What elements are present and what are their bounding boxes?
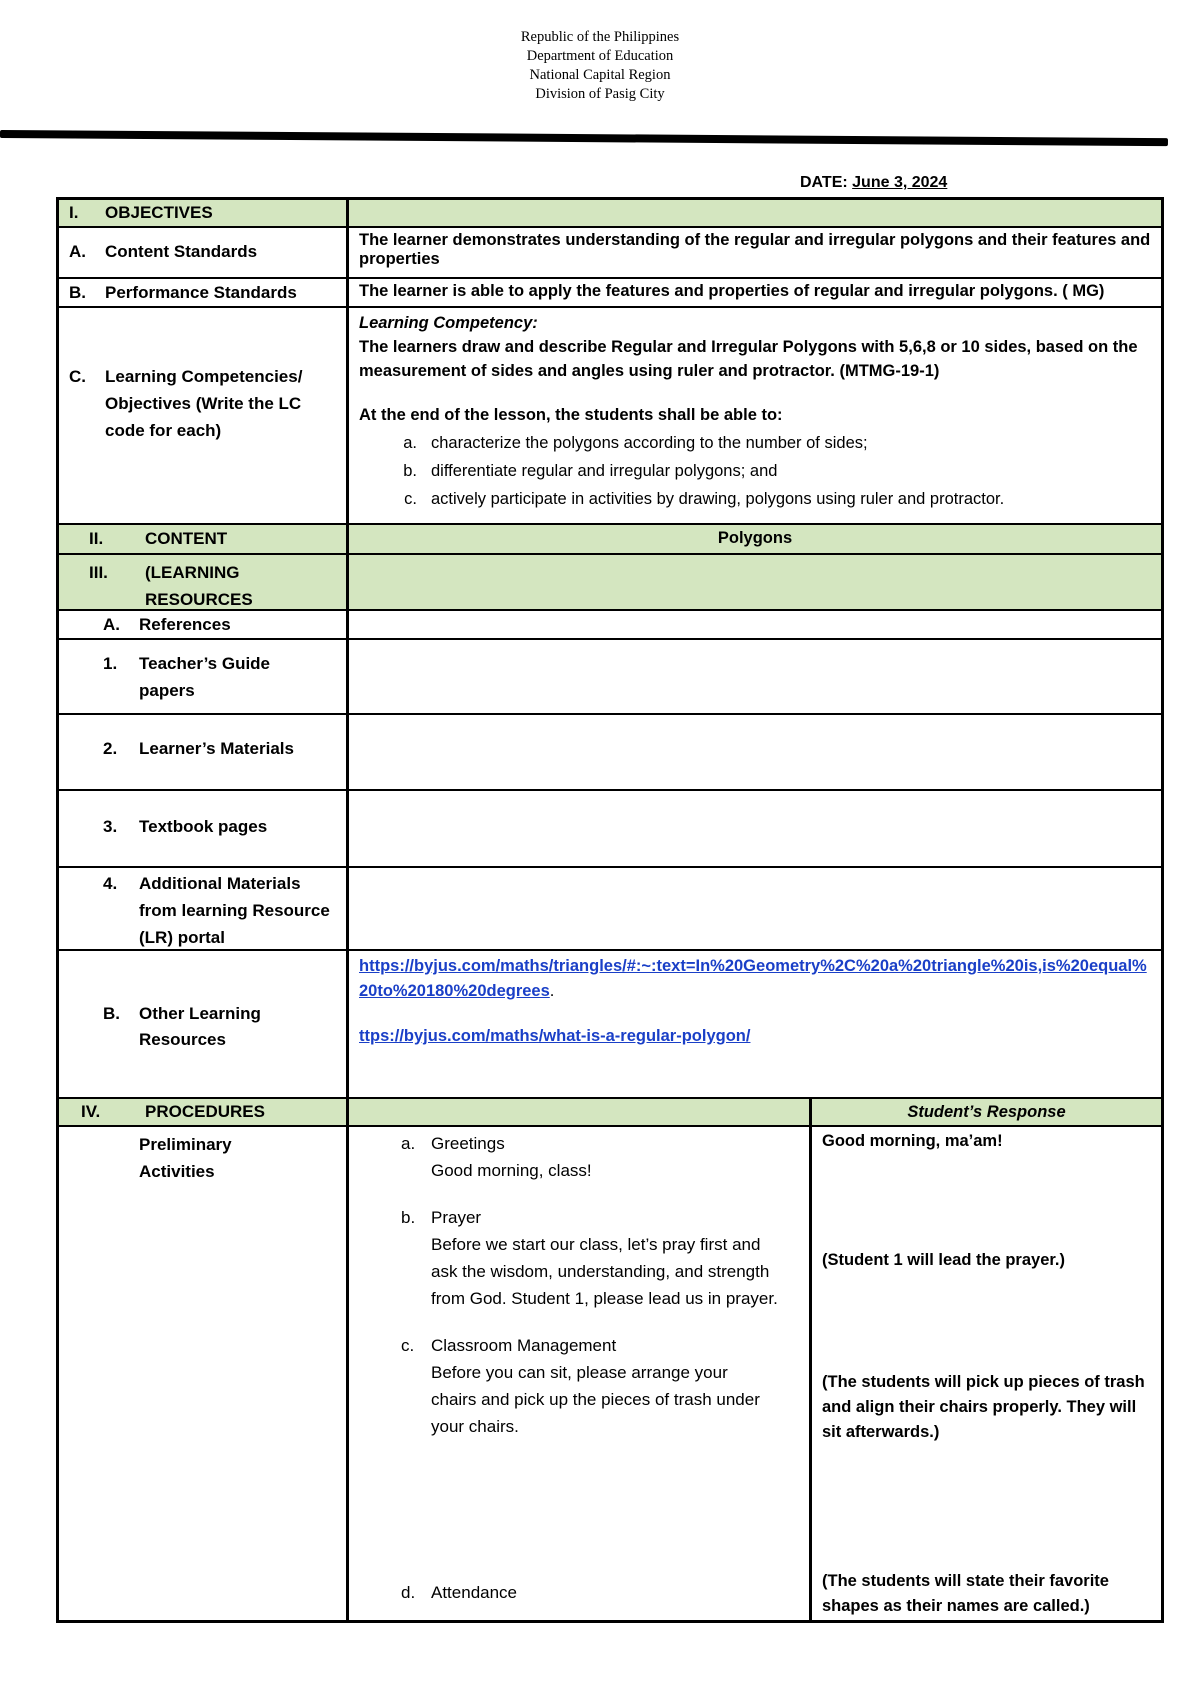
procedures-title: PROCEDURES [145, 1102, 265, 1121]
date-value: June 3, 2024 [852, 174, 948, 191]
resource-link-triangles[interactable]: https://byjus.com/maths/triangles/#:~:text=In%20Geometry%2C%20a%20triangle%20is,is%20equal%20to%20180%20degrees [359, 957, 1147, 1000]
header-line-republic: Republic of the Philippines [520, 29, 680, 45]
header-line-region: National Capital Region [529, 67, 671, 83]
resources-header-row [59, 555, 1161, 611]
objective-letter: c. [404, 490, 417, 508]
header-line-division: Division of Pasig City [535, 86, 665, 102]
resource-link-regular-polygon[interactable]: ttps://byjus.com/maths/what-is-a-regular-polygon/ [359, 1027, 751, 1045]
other-resources-row [59, 951, 1161, 1099]
objectives-title: OBJECTIVES [105, 203, 213, 222]
competencies-label: Learning Competencies/ Objectives (Write the LC code for each) [105, 367, 303, 440]
resource-item-label: Textbook pages [139, 817, 268, 836]
competency-heading: Learning Competency: [359, 314, 538, 332]
objective-item [359, 431, 1151, 455]
objectives-header-row [59, 200, 1161, 228]
student-response: (The students will pick up pieces of trash and align their chairs properly. They will sit afterwards.) [822, 1373, 1145, 1441]
performance-standards-row [59, 279, 1161, 308]
resource-item-num: 2. [103, 739, 118, 758]
performance-standards-label: Performance Standards [105, 283, 297, 302]
step-title: Greetings [431, 1134, 505, 1153]
document-header [0, 28, 1200, 104]
resource-item-label: Learner’s Materials [139, 739, 294, 758]
objective-item [359, 487, 1151, 511]
other-resources-label: Other Learning Resources [139, 1004, 261, 1049]
procedures-num: IV. [81, 1102, 101, 1121]
references-num: A. [103, 615, 120, 634]
content-standards-num: A. [69, 242, 86, 261]
objectives-num: I. [69, 203, 79, 222]
resource-item-label: Teacher’s Guide papers [139, 654, 271, 700]
student-response-header: Student’s Response [907, 1103, 1066, 1121]
lesson-plan-table [56, 197, 1164, 1623]
competencies-num: C. [69, 367, 86, 386]
references-row [59, 611, 1161, 640]
content-num: II. [89, 529, 104, 548]
procedure-step [359, 1332, 799, 1440]
step-text: Good morning, class! [431, 1161, 592, 1180]
resources-title: (LEARNING RESOURCES [145, 563, 253, 609]
step-letter: b. [401, 1208, 416, 1227]
procedure-step [359, 1130, 799, 1184]
resources-num: III. [89, 563, 108, 582]
content-standards-row [59, 228, 1161, 279]
procedures-body-row [59, 1127, 1161, 1620]
student-response: Good morning, ma’am! [822, 1132, 1003, 1150]
performance-standards-text: The learner is able to apply the features and properties of regular and irregular polygons. ( MG) [359, 282, 1105, 300]
objective-letter: b. [403, 462, 417, 480]
objective-item [359, 459, 1151, 483]
content-standards-label: Content Standards [105, 242, 258, 261]
step-letter: a. [401, 1134, 416, 1153]
resource-link-tail: . [549, 982, 555, 1000]
date-line [800, 174, 947, 192]
step-text: Before we start our class, let’s pray first and ask the wisdom, understanding, and strength from God. Student 1, please lead us in prayer. [431, 1235, 778, 1308]
student-response: (The students will state their favorite shapes as their names are called.) [822, 1572, 1109, 1615]
other-resources-num: B. [103, 1004, 120, 1023]
content-row [59, 525, 1161, 555]
step-letter: c. [401, 1336, 415, 1355]
student-response: (Student 1 will lead the prayer.) [822, 1251, 1065, 1269]
date-label: DATE: [800, 174, 848, 191]
preliminary-activities-label: Preliminary Activities [139, 1135, 232, 1181]
resource-item-row [59, 640, 1161, 715]
resource-item-label: Additional Materials from learning Resource (LR) portal [139, 874, 330, 947]
competencies-row [59, 308, 1161, 525]
content-title: CONTENT [145, 529, 228, 548]
objective-text: characterize the polygons according to the number of sides; [431, 434, 868, 452]
step-title: Attendance [431, 1583, 518, 1602]
content-value: Polygons [717, 529, 793, 547]
performance-standards-num: B. [69, 283, 86, 302]
resource-item-num: 3. [103, 817, 118, 836]
resource-item-row [59, 715, 1161, 791]
references-label: References [139, 615, 231, 634]
resource-item-num: 1. [103, 654, 118, 673]
objective-letter: a. [403, 434, 417, 452]
objective-text: actively participate in activities by drawing, polygons using ruler and protractor. [431, 490, 1005, 508]
step-title: Classroom Management [431, 1336, 617, 1355]
resource-item-row [59, 868, 1161, 951]
resource-item-row [59, 791, 1161, 868]
header-line-department: Department of Education [526, 48, 674, 64]
objectives-lead: At the end of the lesson, the students shall be able to: [359, 406, 783, 424]
resource-item-num: 4. [103, 874, 118, 893]
objective-text: differentiate regular and irregular polygons; and [431, 462, 778, 480]
competency-text: The learners draw and describe Regular and Irregular Polygons with 5,6,8 or 10 sides, based on the measurement of sides and angles using ruler and protractor. (MTMG-19-1) [359, 338, 1138, 380]
step-text: Before you can sit, please arrange your chairs and pick up the pieces of trash under your chairs. [431, 1363, 760, 1436]
procedures-header-row [59, 1099, 1161, 1127]
procedure-step [359, 1579, 517, 1606]
header-divider [0, 130, 1168, 146]
procedure-step [359, 1204, 799, 1312]
content-standards-text: The learner demonstrates understanding of the regular and irregular polygons and their features and properties [359, 231, 1151, 268]
step-letter: d. [401, 1583, 416, 1602]
step-title: Prayer [431, 1208, 482, 1227]
